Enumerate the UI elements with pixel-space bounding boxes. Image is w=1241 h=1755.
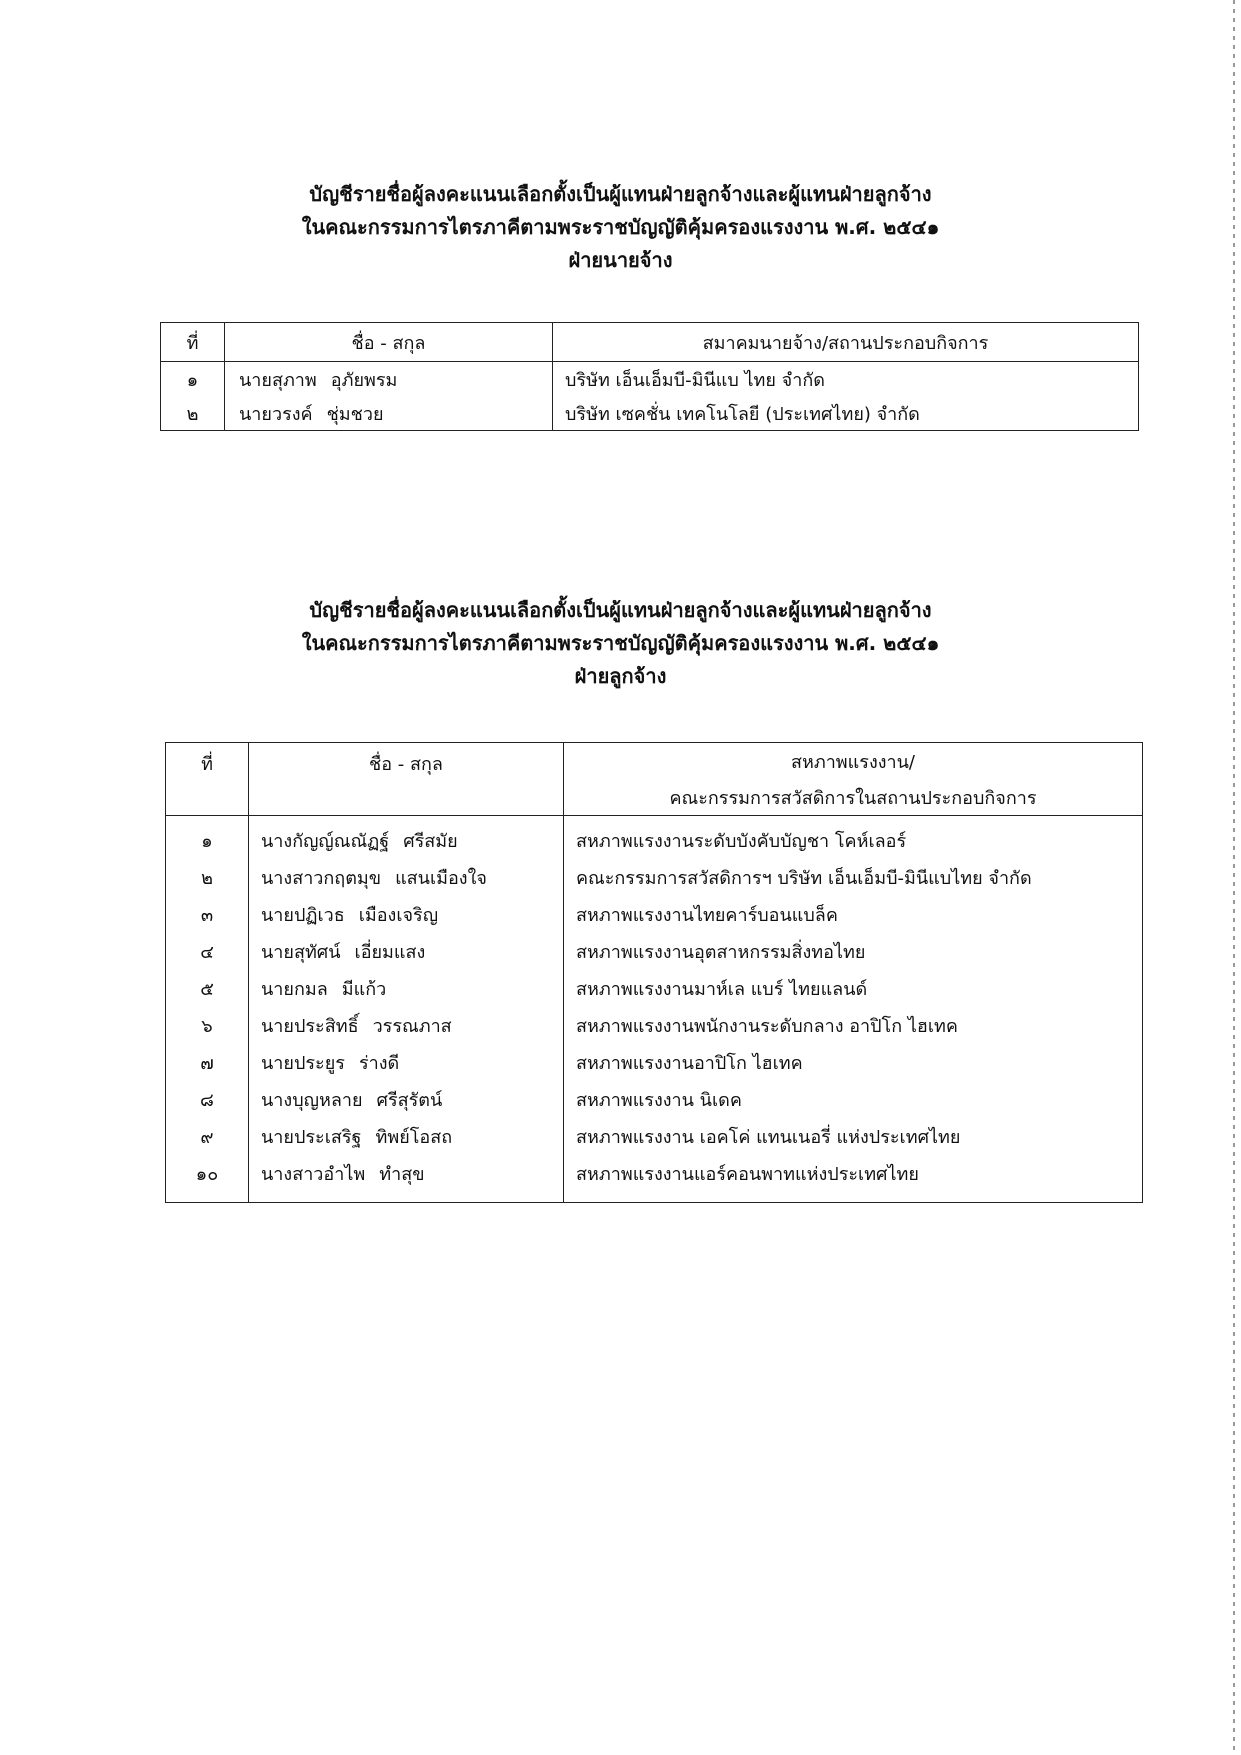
organization: สหภาพแรงงาน นิเดค [576, 1090, 742, 1111]
employer-table-header [161, 323, 1139, 362]
table-row [166, 1081, 1143, 1118]
person-name [225, 396, 553, 431]
employee-table [165, 742, 1143, 1203]
table-row [166, 1044, 1143, 1081]
table-row [166, 1118, 1143, 1155]
last-name: อุภัยพรม [330, 369, 398, 391]
first-name: นายสุทัศน์ [261, 942, 341, 963]
employer-heading-line1: บัญชีรายชื่อผู้ลงคะแนนเลือกตั้งเป็นผู้แทนฝ่ายลูกจ้างและผู้แทนฝ่ายลูกจ้าง [309, 182, 932, 206]
row-number: ๑ [161, 362, 225, 397]
employee-heading-line3: ฝ่ายลูกจ้าง [574, 664, 667, 688]
row-number: ๒ [166, 859, 249, 896]
person-name [249, 896, 564, 933]
last-name: เอี่ยมแสง [354, 942, 426, 963]
row-number: ๘ [166, 1081, 249, 1118]
employee-heading [0, 594, 1241, 693]
person-name [249, 1155, 564, 1203]
first-name: นายวรงค์ [239, 403, 313, 425]
col-header-no: ที่ [166, 743, 249, 816]
col-header-org-line1: สหภาพแรงงาน/ [790, 751, 915, 773]
table-row [166, 1155, 1143, 1203]
employee-heading-line2: ในคณะกรรมการไตรภาคีตามพระราชบัญญัติคุ้มครองแรงงาน พ.ศ. ๒๕๔๑ [301, 631, 940, 655]
first-name: นายปฏิเวธ [261, 905, 345, 926]
organization: สหภาพแรงงาน เอคโค่ แทนเนอรี่ แห่งประเทศไทย [576, 1127, 961, 1148]
person-name [249, 970, 564, 1007]
employee-heading-line1: บัญชีรายชื่อผู้ลงคะแนนเลือกตั้งเป็นผู้แทนฝ่ายลูกจ้างและผู้แทนฝ่ายลูกจ้าง [309, 598, 932, 622]
last-name: ชุ่มชวย [326, 403, 384, 425]
row-number: ๑๐ [166, 1155, 249, 1203]
col-header-org: สมาคมนายจ้าง/สถานประกอบกิจการ [553, 323, 1139, 362]
organization: บริษัท เอ็นเอ็มบี-มินีแบ ไทย จำกัด [565, 369, 825, 391]
table-row [166, 859, 1143, 896]
organization: สหภาพแรงงานแอร์คอนพาทแห่งประเทศไทย [576, 1164, 919, 1185]
row-number: ๔ [166, 933, 249, 970]
organization: สหภาพแรงงานอุตสาหกรรมสิ่งทอไทย [576, 942, 866, 963]
table-row [161, 396, 1139, 431]
person-name [249, 1007, 564, 1044]
person-name [225, 362, 553, 397]
employer-heading-line3: ฝ่ายนายจ้าง [568, 248, 673, 272]
organization: สหภาพแรงงานระดับบังคับบัญชา โคห์เลอร์ [576, 831, 907, 852]
last-name: วรรณภาส [372, 1016, 452, 1037]
person-name [249, 816, 564, 860]
person-name [249, 859, 564, 896]
employee-table-header [166, 743, 1143, 780]
first-name: นางสาวกฤตมุข [261, 868, 382, 889]
last-name: ศรีสุรัตน์ [376, 1090, 443, 1111]
table-row [161, 362, 1139, 397]
last-name: เมืองเจริญ [358, 905, 439, 926]
first-name: นางบุญหลาย [261, 1090, 363, 1111]
first-name: นายสุภาพ [239, 369, 317, 391]
last-name: ทิพย์โอสถ [375, 1127, 453, 1148]
last-name: ร่างดี [358, 1053, 400, 1074]
employer-heading [0, 178, 1241, 277]
first-name: นายประยูร [261, 1053, 345, 1074]
organization: บริษัท เซคชั่น เทคโนโลยี (ประเทศไทย) จำกัด [565, 403, 920, 425]
organization: สหภาพแรงงานพนักงานระดับกลาง อาปิโก ไฮเทค [576, 1016, 958, 1037]
employer-heading-line2: ในคณะกรรมการไตรภาคีตามพระราชบัญญัติคุ้มครองแรงงาน พ.ศ. ๒๕๔๑ [301, 215, 940, 239]
employer-table [160, 322, 1139, 431]
last-name: มีแก้ว [341, 979, 387, 1000]
table-row [166, 816, 1143, 860]
row-number: ๒ [161, 396, 225, 431]
last-name: ทำสุข [379, 1164, 425, 1185]
col-header-name: ชื่อ - สกุล [225, 323, 553, 362]
organization: คณะกรรมการสวัสดิการฯ บริษัท เอ็นเอ็มบี-มินีแบไทย จำกัด [576, 868, 1032, 889]
person-name [249, 933, 564, 970]
row-number: ๑ [166, 816, 249, 860]
table-row [166, 970, 1143, 1007]
col-header-no: ที่ [161, 323, 225, 362]
organization: สหภาพแรงงานอาปิโก ไฮเทค [576, 1053, 803, 1074]
col-header-name: ชื่อ - สกุล [249, 743, 564, 816]
last-name: ศรีสมัย [403, 831, 458, 852]
organization: สหภาพแรงงานมาห์เล แบร์ ไทยแลนด์ [576, 979, 868, 1000]
row-number: ๕ [166, 970, 249, 1007]
table-row [166, 896, 1143, 933]
row-number: ๖ [166, 1007, 249, 1044]
person-name [249, 1081, 564, 1118]
first-name: นายกมล [261, 979, 328, 1000]
row-number: ๙ [166, 1118, 249, 1155]
first-name: นางสาวอำไพ [261, 1164, 366, 1185]
table-row [166, 933, 1143, 970]
first-name: นายประสิทธิ์ [261, 1016, 359, 1037]
col-header-org-line2: คณะกรรมการสวัสดิการในสถานประกอบกิจการ [564, 779, 1143, 816]
table-row [166, 1007, 1143, 1044]
person-name [249, 1044, 564, 1081]
person-name [249, 1118, 564, 1155]
last-name: แสนเมืองใจ [395, 868, 487, 889]
first-name: นายประเสริฐ [261, 1127, 362, 1148]
organization: สหภาพแรงงานไทยคาร์บอนแบล็ค [576, 905, 838, 926]
row-number: ๓ [166, 896, 249, 933]
first-name: นางกัญญ์ณณัฏฐ์ [261, 831, 390, 852]
row-number: ๗ [166, 1044, 249, 1081]
